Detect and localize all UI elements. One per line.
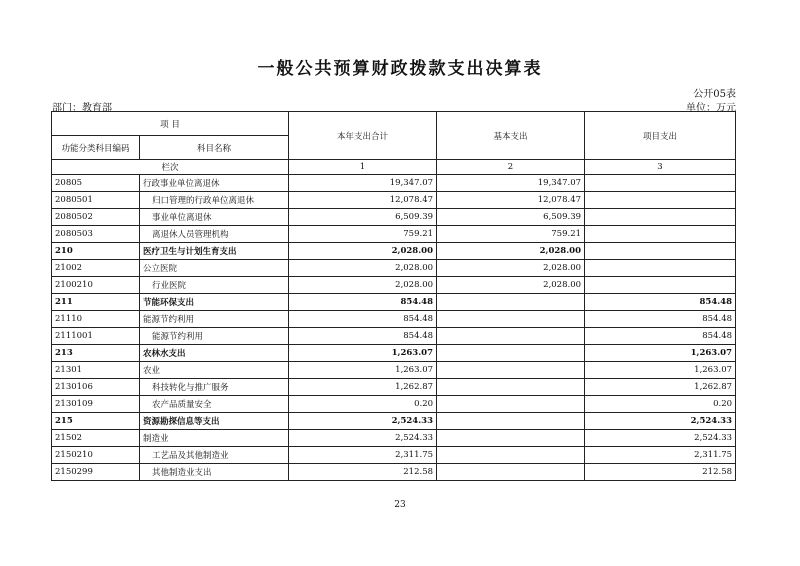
header-column-row: 栏次 xyxy=(52,160,289,175)
code-cell: 2080502 xyxy=(52,209,140,226)
project-cell: 1,263.07 xyxy=(585,345,736,362)
table-row xyxy=(52,362,736,379)
header-project: 项目支出 xyxy=(585,112,736,160)
project-cell xyxy=(585,277,736,294)
name-cell: 制造业 xyxy=(140,430,289,447)
total-cell: 0.20 xyxy=(289,396,437,413)
code-cell: 2130109 xyxy=(52,396,140,413)
unit-label: 单位：万元 xyxy=(686,103,736,114)
header-col-2: 2 xyxy=(437,160,585,175)
header-total: 本年支出合计 xyxy=(289,112,437,160)
table-row xyxy=(52,243,736,260)
name-cell: 能源节约利用 xyxy=(140,328,289,345)
total-cell: 854.48 xyxy=(289,294,437,311)
table-row xyxy=(52,260,736,277)
basic-cell xyxy=(437,328,585,345)
code-cell: 215 xyxy=(52,413,140,430)
code-cell: 21002 xyxy=(52,260,140,277)
code-cell: 2150210 xyxy=(52,447,140,464)
total-cell: 6,509.39 xyxy=(289,209,437,226)
department-label: 部门：教育部 xyxy=(52,103,112,114)
total-cell: 19,347.07 xyxy=(289,175,437,192)
table-row xyxy=(52,226,736,243)
basic-cell xyxy=(437,311,585,328)
code-cell: 213 xyxy=(52,345,140,362)
total-cell: 2,028.00 xyxy=(289,277,437,294)
total-cell: 1,263.07 xyxy=(289,345,437,362)
total-cell: 12,078.47 xyxy=(289,192,437,209)
table-row xyxy=(52,192,736,209)
basic-cell xyxy=(437,430,585,447)
table-row xyxy=(52,277,736,294)
form-number: 公开05表 xyxy=(693,89,736,100)
basic-cell: 6,509.39 xyxy=(437,209,585,226)
table-row xyxy=(52,430,736,447)
header-item: 项 目 xyxy=(52,112,289,136)
total-cell: 759.21 xyxy=(289,226,437,243)
name-cell: 工艺品及其他制造业 xyxy=(140,447,289,464)
basic-cell: 2,028.00 xyxy=(437,277,585,294)
code-cell: 20805 xyxy=(52,175,140,192)
table-row xyxy=(52,447,736,464)
header-col-1: 1 xyxy=(289,160,437,175)
name-cell: 农产品质量安全 xyxy=(140,396,289,413)
total-cell: 2,311.75 xyxy=(289,447,437,464)
name-cell: 能源节约利用 xyxy=(140,311,289,328)
table-row xyxy=(52,209,736,226)
project-cell xyxy=(585,192,736,209)
project-cell: 1,263.07 xyxy=(585,362,736,379)
name-cell: 归口管理的行政单位离退休 xyxy=(140,192,289,209)
code-cell: 210 xyxy=(52,243,140,260)
basic-cell: 759.21 xyxy=(437,226,585,243)
page-title: 一般公共预算财政拨款支出决算表 xyxy=(257,59,543,79)
basic-cell xyxy=(437,345,585,362)
header-code: 功能分类科目编码 xyxy=(52,136,140,160)
header-col-3: 3 xyxy=(585,160,736,175)
name-cell: 医疗卫生与计划生育支出 xyxy=(140,243,289,260)
project-cell xyxy=(585,260,736,277)
name-cell: 节能环保支出 xyxy=(140,294,289,311)
table-row xyxy=(52,328,736,345)
table-row xyxy=(52,413,736,430)
code-cell: 211 xyxy=(52,294,140,311)
name-cell: 行业医院 xyxy=(140,277,289,294)
basic-cell: 2,028.00 xyxy=(437,243,585,260)
total-cell: 2,028.00 xyxy=(289,260,437,277)
project-cell: 2,524.33 xyxy=(585,413,736,430)
project-cell: 1,262.87 xyxy=(585,379,736,396)
table-row xyxy=(52,379,736,396)
table-row xyxy=(52,175,736,192)
table-row xyxy=(52,294,736,311)
code-cell: 2111001 xyxy=(52,328,140,345)
code-cell: 21110 xyxy=(52,311,140,328)
header-name: 科目名称 xyxy=(140,136,289,160)
expenditure-table xyxy=(51,111,736,481)
basic-cell xyxy=(437,396,585,413)
code-cell: 2080501 xyxy=(52,192,140,209)
table-body xyxy=(52,175,736,481)
code-cell: 21301 xyxy=(52,362,140,379)
code-cell: 2150299 xyxy=(52,464,140,481)
name-cell: 离退休人员管理机构 xyxy=(140,226,289,243)
name-cell: 事业单位离退休 xyxy=(140,209,289,226)
basic-cell xyxy=(437,379,585,396)
project-cell xyxy=(585,209,736,226)
code-cell: 21502 xyxy=(52,430,140,447)
basic-cell xyxy=(437,464,585,481)
code-cell: 2100210 xyxy=(52,277,140,294)
table-row xyxy=(52,464,736,481)
total-cell: 2,524.33 xyxy=(289,413,437,430)
basic-cell xyxy=(437,413,585,430)
total-cell: 212.58 xyxy=(289,464,437,481)
total-cell: 1,262.87 xyxy=(289,379,437,396)
code-cell: 2130106 xyxy=(52,379,140,396)
name-cell: 公立医院 xyxy=(140,260,289,277)
basic-cell xyxy=(437,294,585,311)
name-cell: 农林水支出 xyxy=(140,345,289,362)
project-cell: 212.58 xyxy=(585,464,736,481)
project-cell xyxy=(585,175,736,192)
project-cell: 854.48 xyxy=(585,328,736,345)
page-number: 23 xyxy=(394,500,406,510)
table-row xyxy=(52,311,736,328)
basic-cell xyxy=(437,447,585,464)
basic-cell: 19,347.07 xyxy=(437,175,585,192)
project-cell: 854.48 xyxy=(585,311,736,328)
total-cell: 854.48 xyxy=(289,328,437,345)
header-basic: 基本支出 xyxy=(437,112,585,160)
name-cell: 其他制造业支出 xyxy=(140,464,289,481)
basic-cell: 2,028.00 xyxy=(437,260,585,277)
project-cell xyxy=(585,226,736,243)
project-cell: 854.48 xyxy=(585,294,736,311)
name-cell: 农业 xyxy=(140,362,289,379)
total-cell: 1,263.07 xyxy=(289,362,437,379)
name-cell: 资源勘探信息等支出 xyxy=(140,413,289,430)
basic-cell xyxy=(437,362,585,379)
total-cell: 2,524.33 xyxy=(289,430,437,447)
project-cell: 0.20 xyxy=(585,396,736,413)
basic-cell: 12,078.47 xyxy=(437,192,585,209)
table-row xyxy=(52,396,736,413)
total-cell: 854.48 xyxy=(289,311,437,328)
total-cell: 2,028.00 xyxy=(289,243,437,260)
project-cell: 2,311.75 xyxy=(585,447,736,464)
code-cell: 2080503 xyxy=(52,226,140,243)
table-row xyxy=(52,345,736,362)
name-cell: 科技转化与推广服务 xyxy=(140,379,289,396)
project-cell xyxy=(585,243,736,260)
project-cell: 2,524.33 xyxy=(585,430,736,447)
name-cell: 行政事业单位离退休 xyxy=(140,175,289,192)
